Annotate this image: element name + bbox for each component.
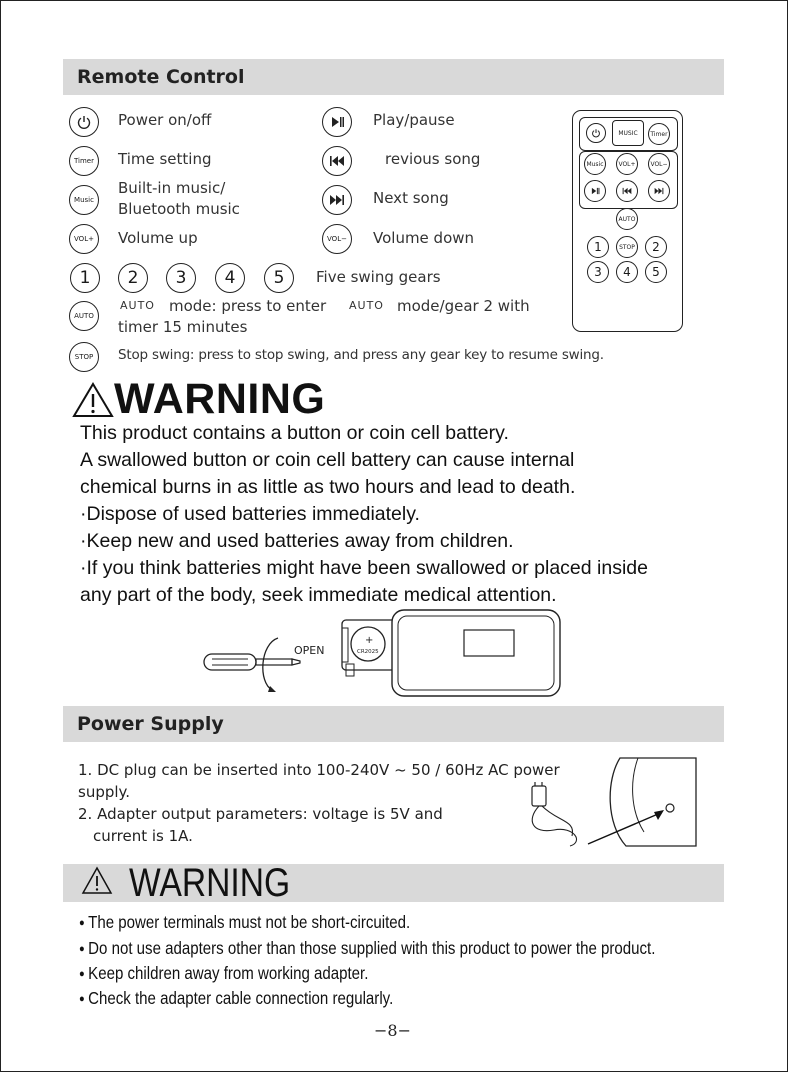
battery-model: CR2025 <box>357 649 379 655</box>
power-warning-heading: WARNING <box>129 861 291 905</box>
swing-gears-label: Five swing gears <box>316 268 441 286</box>
auto-label-line1b: mode/gear 2 with <box>397 297 530 315</box>
auto-label-line1a: mode: press to enter <box>169 297 327 315</box>
previous-song-label: revious song <box>385 150 481 168</box>
remote-control-header: Remote Control <box>63 59 724 95</box>
remote-play-pause-button <box>584 180 606 202</box>
remote-music-round-button: Music <box>584 153 606 175</box>
volume-up-icon: VOL+ <box>69 224 99 254</box>
remote-vol-up-button: VOL+ <box>616 153 638 175</box>
warning-line-5: ·Keep new and used batteries away from children. <box>80 530 514 552</box>
warning-line-4: ·Dispose of used batteries immediately. <box>80 503 420 525</box>
play-pause-label: Play/pause <box>373 111 455 129</box>
stop-icon: STOP <box>69 342 99 372</box>
music-label-line1: Built-in music/ <box>118 179 226 197</box>
power-label: Power on/off <box>118 111 212 129</box>
power-bullet-2: ● Do not use adapters other than those supplied with this product to power the product. <box>79 938 655 959</box>
warning-line-7: any part of the body, seek immediate medical attention. <box>80 584 557 606</box>
warning-triangle-icon <box>72 382 114 418</box>
auto-inline-2: AUTO <box>349 299 384 312</box>
power-line-4: current is 1A. <box>93 827 193 845</box>
power-bullet-4: ● Check the adapter cable connection regularly. <box>79 988 393 1009</box>
battery-replacement-illustration <box>200 604 570 700</box>
play-pause-icon <box>322 107 352 137</box>
time-setting-label: Time setting <box>118 150 212 168</box>
remote-gear-1: 1 <box>587 236 609 258</box>
power-bullet-3: ● Keep children away from working adapter. <box>79 963 368 984</box>
open-label: OPEN <box>294 644 325 657</box>
volume-down-label: Volume down <box>373 229 475 247</box>
auto-inline-1: AUTO <box>120 299 155 312</box>
previous-song-icon <box>322 146 352 176</box>
remote-gear-3: 3 <box>587 261 609 283</box>
battery-holder-icon <box>342 620 396 676</box>
power-bullet-1: ● The power terminals must not be short-circuited. <box>79 912 410 933</box>
power-line-1: 1. DC plug can be inserted into 100-240V ~ 50 / 60Hz AC power <box>78 761 560 779</box>
remote-vol-down-button: VOL− <box>648 153 670 175</box>
device-dc-port-icon <box>610 758 696 846</box>
warning-line-6: ·If you think batteries might have been swallowed or placed inside <box>80 557 648 579</box>
remote-gear-2: 2 <box>645 236 667 258</box>
stop-swing-label: Stop swing: press to stop swing, and press any gear key to resume swing. <box>118 347 604 363</box>
volume-up-label: Volume up <box>118 229 198 247</box>
warning-line-3: chemical burns in as little as two hours and lead to death. <box>80 476 576 498</box>
remote-gear-5: 5 <box>645 261 667 283</box>
power-warning-triangle-icon <box>81 866 113 896</box>
remote-previous-button <box>616 180 638 202</box>
next-song-label: Next song <box>373 189 449 207</box>
volume-down-icon: VOL− <box>322 224 352 254</box>
remote-next-button <box>648 180 670 202</box>
power-line-3: 2. Adapter output parameters: voltage is 5V and <box>78 805 443 823</box>
auto-label-line2: timer 15 minutes <box>118 318 248 336</box>
device-body-icon <box>392 610 560 696</box>
timer-icon: Timer <box>69 146 99 176</box>
gear-2-icon: 2 <box>118 263 148 293</box>
remote-timer-button: Timer <box>648 123 670 145</box>
remote-gear-4: 4 <box>616 261 638 283</box>
remote-power-button <box>586 123 606 143</box>
gear-1-icon: 1 <box>70 263 100 293</box>
adapter-plug-icon <box>532 782 577 846</box>
adapter-illustration <box>518 750 698 860</box>
next-song-icon <box>322 185 352 215</box>
gear-4-icon: 4 <box>215 263 245 293</box>
power-line-2: supply. <box>78 783 131 801</box>
remote-stop-button: STOP <box>616 236 638 258</box>
remote-music-button: MUSIC <box>612 120 644 146</box>
power-icon <box>69 107 99 137</box>
remote-auto-button: AUTO <box>616 208 638 230</box>
page-number: −8− <box>374 1021 411 1040</box>
gear-5-icon: 5 <box>264 263 294 293</box>
warning-line-1: This product contains a button or coin cell battery. <box>80 422 509 444</box>
music-icon: Music <box>69 185 99 215</box>
music-label-line2: Bluetooth music <box>118 200 240 218</box>
auto-icon: AUTO <box>69 301 99 331</box>
battery-plus: + <box>365 635 374 646</box>
battery-warning-heading: WARNING <box>114 375 326 423</box>
screwdriver-icon <box>204 638 300 692</box>
warning-line-2: A swallowed button or coin cell battery can cause internal <box>80 449 575 471</box>
power-supply-header: Power Supply <box>63 706 724 742</box>
remote-control-illustration <box>572 110 683 332</box>
gear-3-icon: 3 <box>166 263 196 293</box>
